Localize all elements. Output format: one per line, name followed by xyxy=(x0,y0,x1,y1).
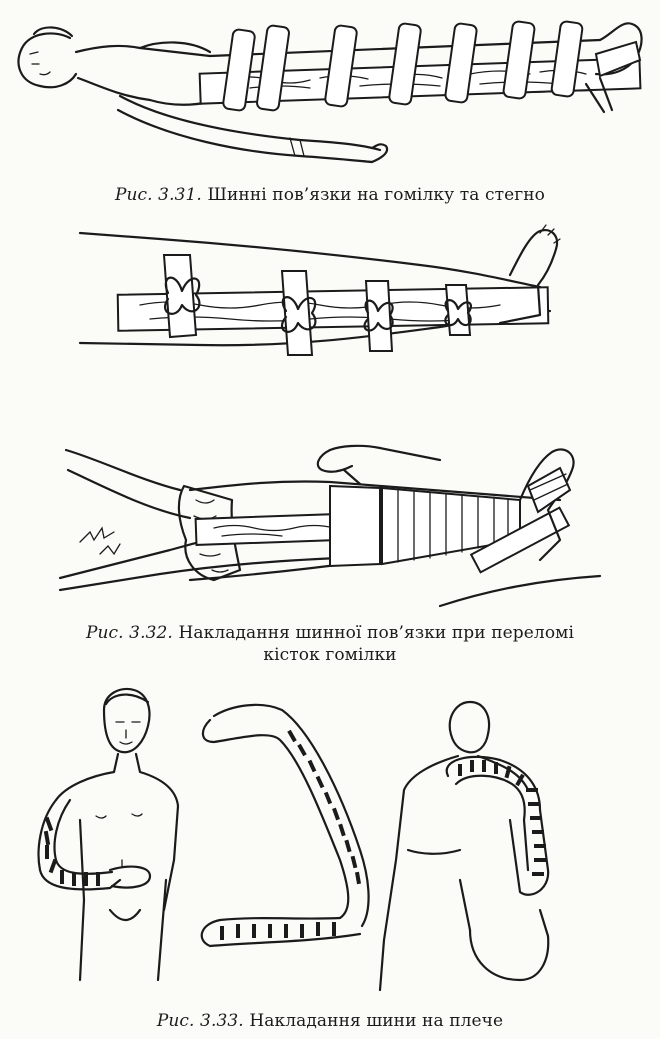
figure-3-32-caption-line2: кісток гомілки xyxy=(263,645,397,665)
figure-3-33-number: Рис. 3.33. xyxy=(156,1011,244,1031)
figure-3-32-bottom-illustration xyxy=(0,430,660,610)
figure-3-31-number: Рис. 3.31. xyxy=(114,185,202,205)
figure-3-33-text: Накладання шини на плече xyxy=(249,1011,504,1031)
splint-leg-illustration xyxy=(0,0,660,180)
figure-3-31-illustration xyxy=(0,0,660,180)
splint-shin-fracture-illustration xyxy=(0,215,660,365)
figure-3-31-caption xyxy=(0,184,660,206)
figure-3-32-caption xyxy=(0,622,660,666)
figure-3-32-caption-line1 xyxy=(0,622,660,644)
figure-3-31-text: Шинні пов’язки на гомілку та стегно xyxy=(207,185,546,205)
splint-shin-fracture-illustration-2 xyxy=(0,430,660,610)
figure-3-32-top-illustration xyxy=(0,215,660,365)
figure-3-32-text-line1: Накладання шинної пов’язки при переломі xyxy=(178,623,575,643)
splint-shoulder-illustration xyxy=(0,680,660,1005)
figure-3-33-caption xyxy=(0,1010,660,1032)
figure-3-32-number: Рис. 3.32. xyxy=(85,623,173,643)
figure-3-33-illustration xyxy=(0,680,660,1005)
